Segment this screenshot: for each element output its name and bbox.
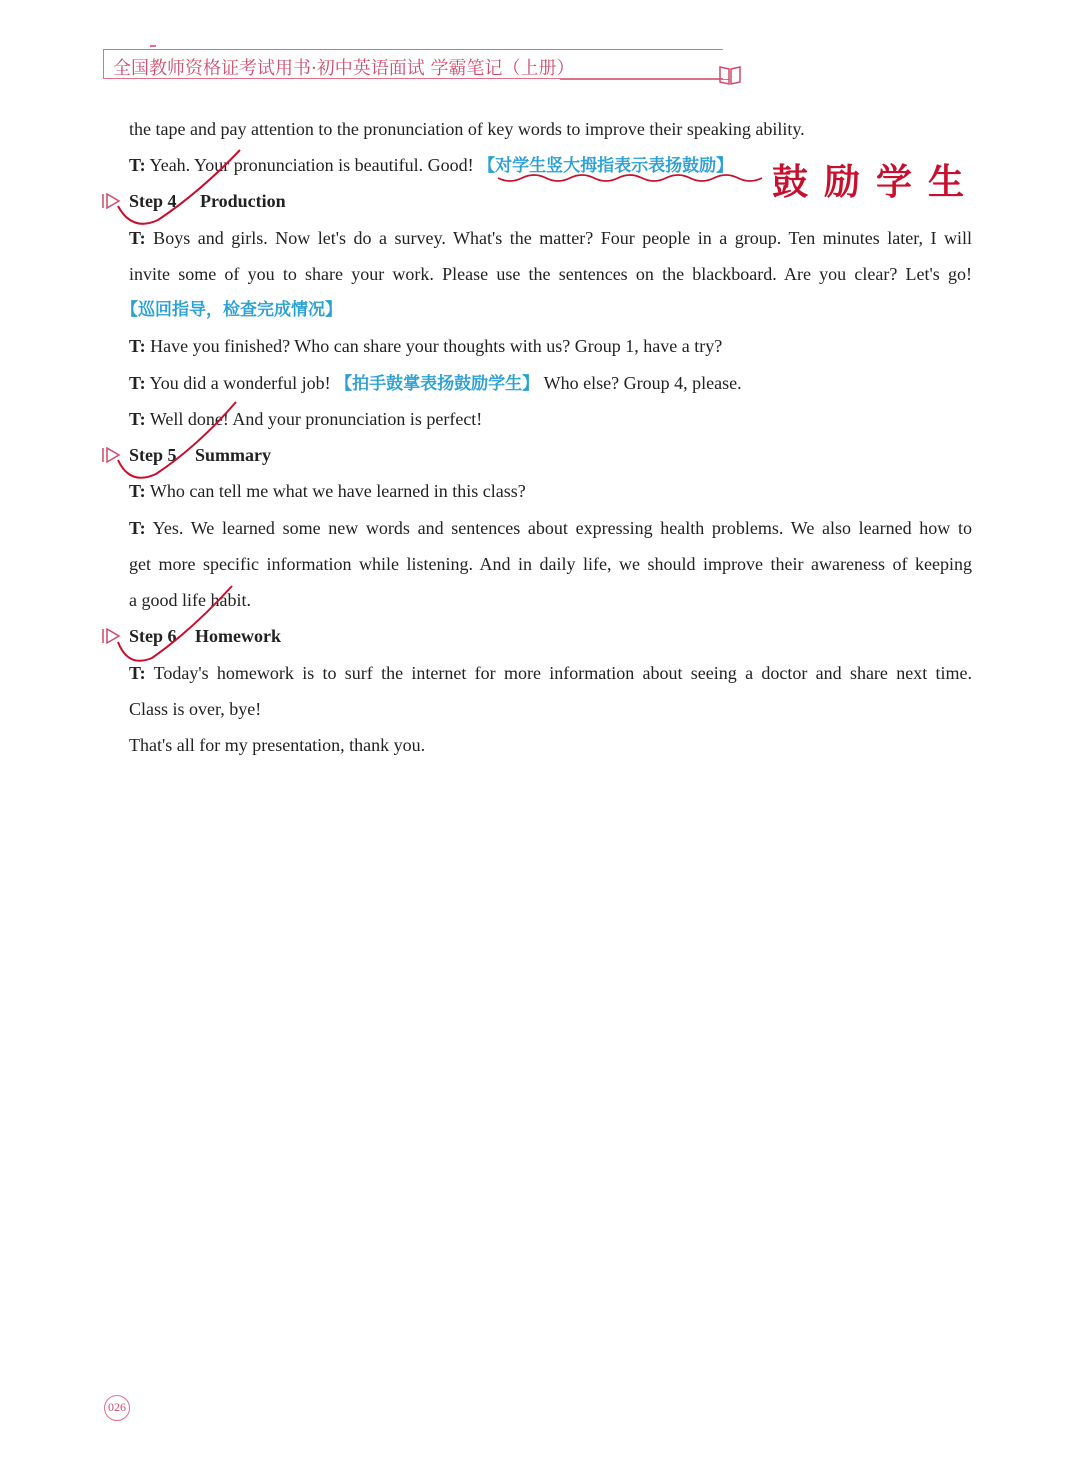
text-line — [129, 661, 972, 685]
text-line: invite some of you to share your work. Please use the sentences on the blackboard. Are you clear? Let's go! — [129, 264, 972, 284]
teacher-label: T: — [129, 228, 146, 248]
text-line: Class is over, bye! — [129, 699, 262, 719]
line-text: Well done! And your pronunciation is perfect! — [145, 409, 483, 429]
teacher-label: T: — [129, 155, 146, 175]
step-heading — [129, 624, 281, 648]
line-text: Who else? Group 4, please. — [539, 373, 742, 393]
book-icon — [718, 64, 742, 86]
text-line — [129, 153, 733, 178]
line-text: Yes. We learned some new words and sentences about expressing health problems. We also learned how to — [145, 518, 972, 538]
teacher-label: T: — [129, 663, 146, 683]
step-title: Production — [200, 191, 286, 211]
step-label: Step 6 — [129, 626, 177, 646]
step-title: Summary — [195, 445, 271, 465]
step-heading — [129, 189, 286, 213]
header-title: 全国教师资格证考试用书·初中英语面试 学霸笔记（上册） — [113, 58, 575, 79]
text-line — [129, 516, 972, 540]
text-line — [129, 479, 526, 503]
line-text: You did a wonderful job! — [145, 373, 336, 393]
text-line: a good life habit. — [129, 590, 251, 610]
text-line — [129, 226, 972, 250]
teacher-label: T: — [129, 518, 146, 538]
step-marker-icon — [101, 446, 123, 464]
text-line: That's all for my presentation, thank you. — [129, 735, 426, 755]
text-line: the tape and pay attention to the pronunciation of key words to improve their speaking ability. — [129, 119, 805, 139]
line-text: Today's homework is to surf the internet for more information about seeing a doctor and share next time. — [145, 663, 972, 683]
teacher-label: T: — [129, 481, 146, 501]
header-underline — [560, 79, 730, 80]
line-text: Yeah. Your pronunciation is beautiful. Good! — [145, 155, 479, 175]
text-line: get more specific information while listening. And in daily life, we should improve their awareness of keeping — [129, 554, 972, 574]
step-label: Step 4 — [129, 191, 177, 211]
teaching-note: 【拍手鼓掌表扬鼓励学生】 — [335, 374, 540, 394]
teacher-label: T: — [129, 373, 146, 393]
header-corner-mark — [150, 45, 156, 47]
teaching-note: 【对学生竖大拇指表示表扬鼓励】 — [478, 156, 734, 176]
line-text: Have you finished? Who can share your thoughts with us? Group 1, have a try? — [145, 336, 723, 356]
text-line — [129, 334, 722, 358]
page-number: 026 — [104, 1395, 130, 1421]
line-text: Boys and girls. Now let's do a survey. What's the matter? Four people in a group. Ten minutes later, I will — [145, 228, 972, 248]
teacher-label: T: — [129, 409, 146, 429]
step-title: Homework — [195, 626, 281, 646]
teacher-label: T: — [129, 336, 146, 356]
step-marker-icon — [101, 192, 123, 210]
text-line — [129, 407, 482, 431]
text-line — [129, 371, 742, 396]
step-heading — [129, 443, 271, 467]
handwritten-note: 鼓励学生 — [772, 162, 981, 203]
step-label: Step 5 — [129, 445, 177, 465]
teaching-note: 【巡回指导，检查完成情况】 — [121, 300, 342, 320]
step-marker-icon — [101, 627, 123, 645]
line-text: Who can tell me what we have learned in this class? — [145, 481, 526, 501]
